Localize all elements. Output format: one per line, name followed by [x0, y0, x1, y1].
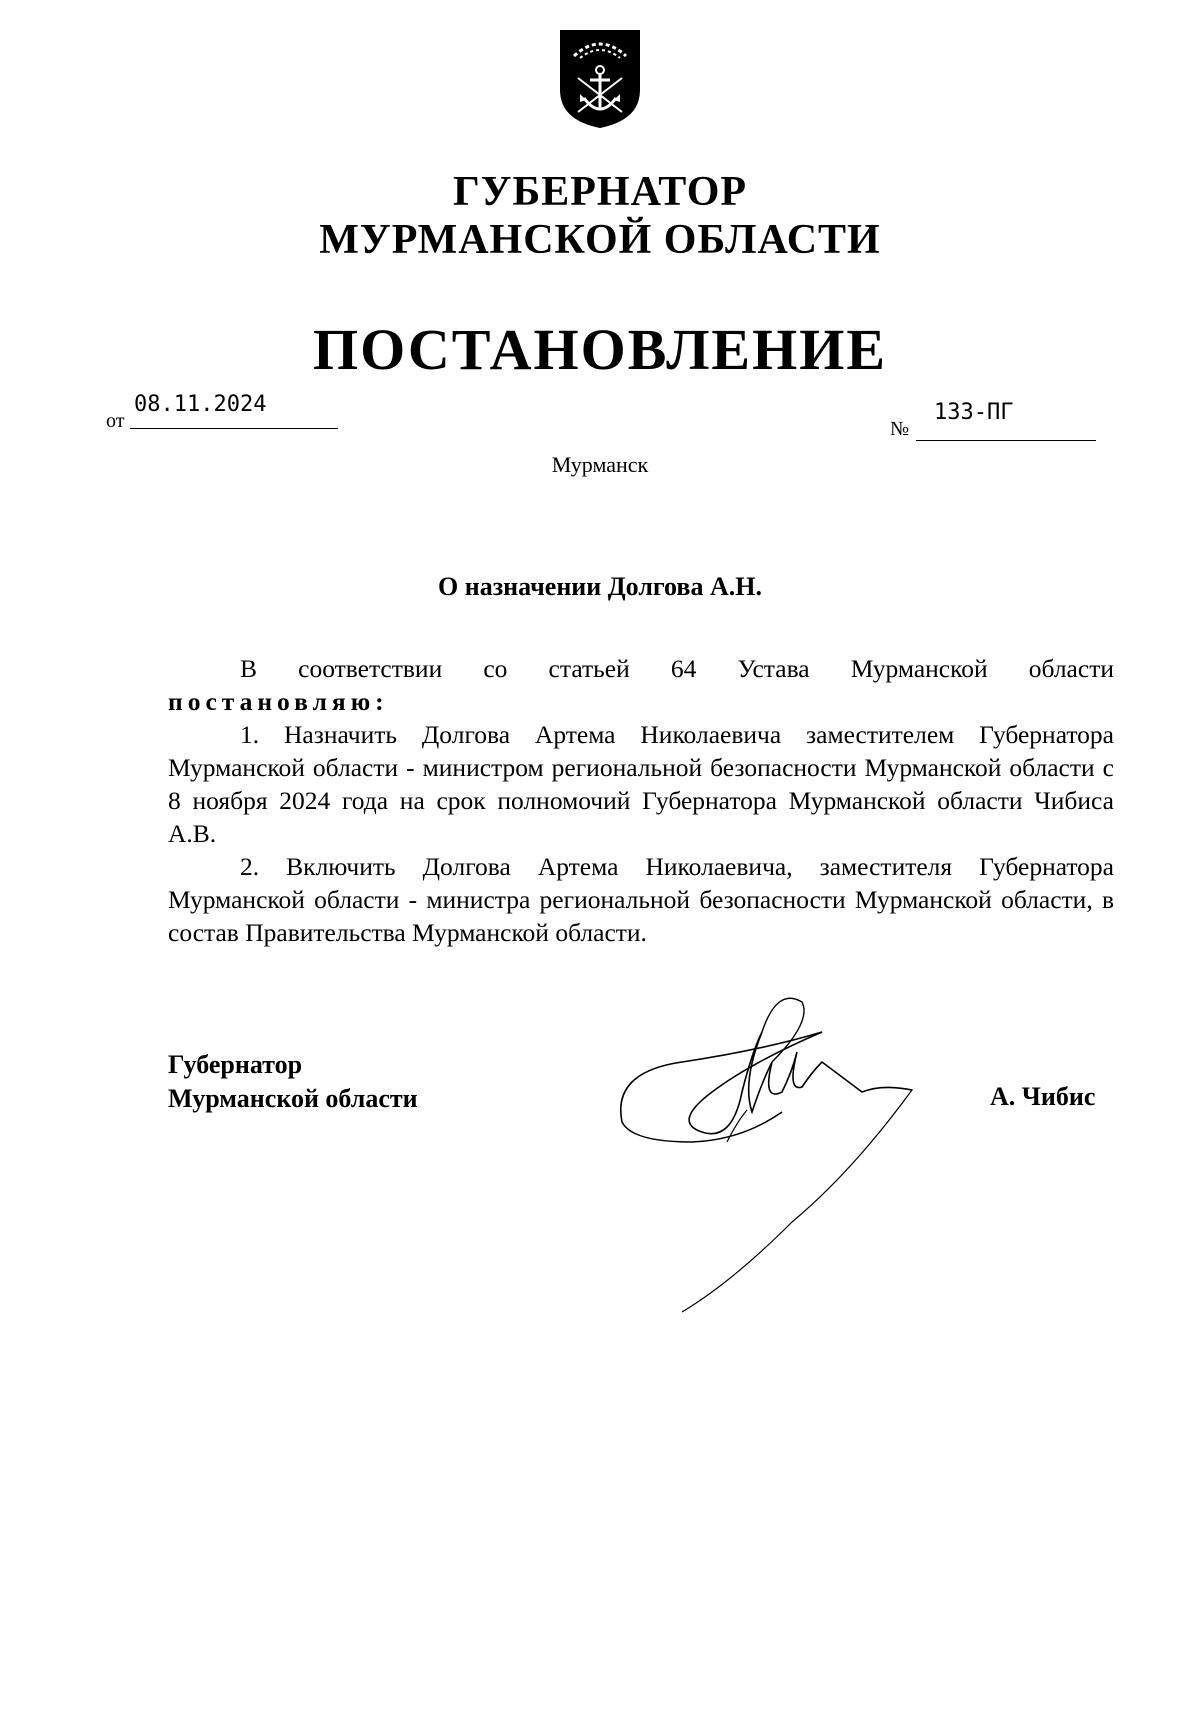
issuer-title-line2: МУРМАНСКОЙ ОБЛАСТИ [319, 217, 881, 263]
document-number: 133-ПГ [934, 400, 1014, 425]
signature-icon [612, 992, 944, 1324]
date-prefix: от [106, 410, 125, 432]
document-type: ПОСТАНОВЛЕНИЕ [312, 317, 888, 382]
number-underline [916, 440, 1096, 441]
signatory-name: А. Чибис [990, 1082, 1096, 1111]
resolve-word: постановляю: [168, 687, 389, 716]
preamble: В соответствии со статьей 64 Устава Мурманской области [240, 654, 1114, 683]
resolution-item-1: 1. Назначить Долгова Артема Николаевича заместителем Губернатора Мурманской области - министром региональной безопасности Мурманской области с 8 ноября 2024 года на срок полномочий Губернатора Мурманской области Чибиса А.В. [168, 720, 1114, 848]
document-body [168, 652, 1114, 949]
signatory-title-line1: Губернатор [168, 1050, 303, 1079]
coat-of-arms-icon [556, 28, 644, 130]
signatory-title [168, 1048, 418, 1116]
resolution-item-2: 2. Включить Долгова Артема Николаевича, заместителя Губернатора Мурманской области - министра региональной безопасности Мурманской области, в состав Правительства Мурманской области. [168, 852, 1114, 947]
date-underline [130, 428, 338, 429]
number-prefix: № [890, 418, 910, 440]
issuer-title-line1: ГУБЕРНАТОР [452, 169, 748, 215]
city: Мурманск [551, 452, 649, 477]
document-subject: О назначении Долгова А.Н. [438, 572, 762, 601]
signatory-title-line2: Мурманской области [168, 1084, 418, 1113]
document-date: 08.11.2024 [134, 392, 267, 417]
